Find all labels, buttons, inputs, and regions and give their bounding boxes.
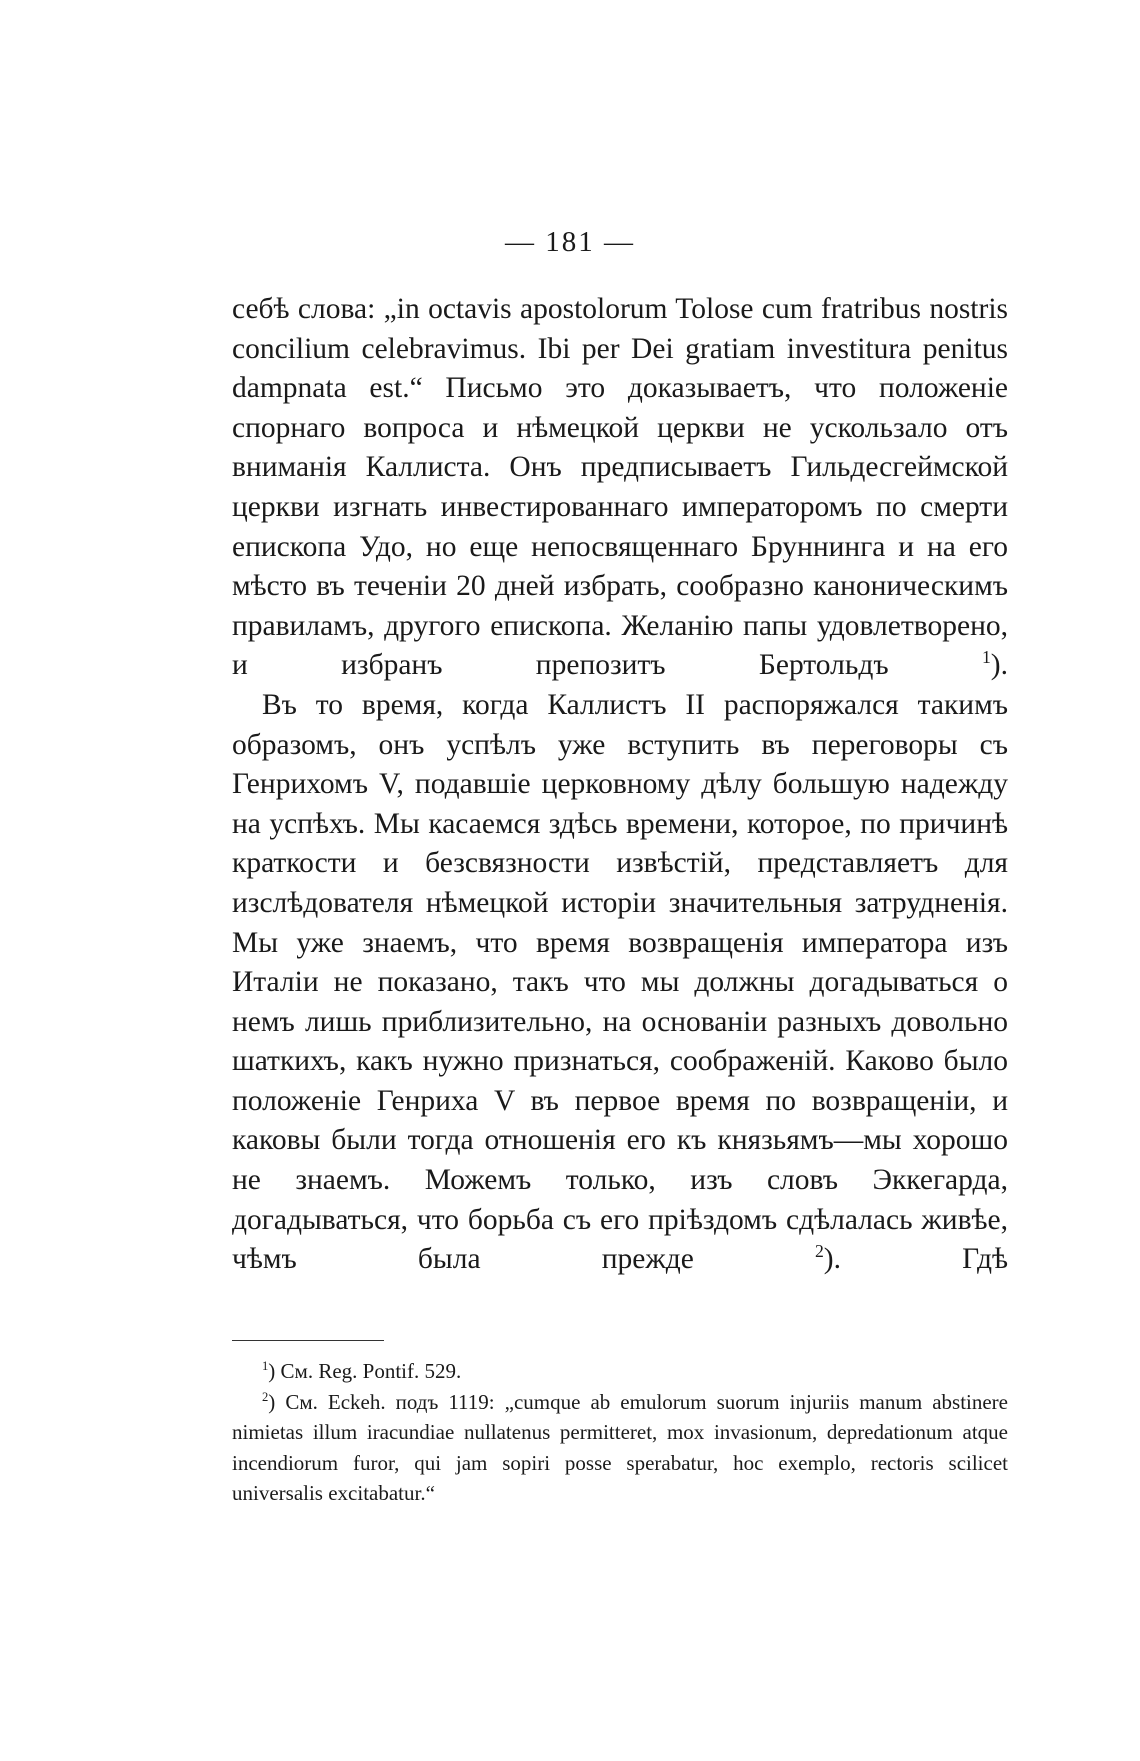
footnote-2-mark: 2 bbox=[262, 1389, 269, 1404]
footnote-ref-2: 2 bbox=[814, 1241, 824, 1262]
paragraph-1-end: ). bbox=[990, 649, 1008, 682]
footnotes bbox=[232, 1356, 1008, 1509]
main-text bbox=[232, 290, 1008, 1280]
footnote-1-mark: 1 bbox=[262, 1359, 269, 1373]
paragraph-2 bbox=[232, 686, 1008, 1280]
paragraph-1-text: себѣ слова: „in octavis apostolorum Tolose cum fratribus nostris concilium celebravimus. Ibi per Dei gratiam investitura penitus dampnata est.“ Письмо это доказываетъ, что положеніе спорнаго вопроса и нѣмецкой церкви не ускользало отъ вниманія Каллиста. Онъ предписываетъ Гильдесгеймской церкви изгнать инвестированнаго императоромъ по смерти епископа Удо, но еще непосвященнаго Бруннинга и на его мѣсто въ теченіи 20 дней избрать, сообразно каноническимъ правиламъ, другого епископа. Желанію папы удовлетворено, и избранъ препозитъ Бертольдъ bbox=[232, 293, 1008, 682]
footnote-1 bbox=[232, 1356, 1008, 1387]
paragraph-2-text: Въ то время, когда Каллистъ II распоряжался такимъ образомъ, онъ успѣлъ уже вступить въ переговоры съ Генрихомъ V, подавшіе церковному дѣлу большую надежду на успѣхъ. Мы касаемся здѣсь времени, которое, по причинѣ краткости и безсвязности извѣстій, представляетъ для изслѣдователя нѣмецкой исторіи значительныя затрудненія. Мы уже знаемъ, что время возвращенія императора изъ Италіи не показано, такъ что мы должны догадываться о немъ лишь приблизительно, на основаніи разныхъ довольно шаткихъ, какъ нужно признаться, соображеній. Каково было положеніе Генриха V въ первое время по возвращеніи, и каковы были тогда отношенія его къ князьямъ—мы хорошо не знаемъ. Можемъ только, изъ словъ Эккегарда, догадываться, что борьба съ его пріѣздомъ сдѣлалась живѣе, чѣмъ была прежде bbox=[232, 688, 1008, 1276]
paragraph-1 bbox=[232, 290, 1008, 686]
footnote-divider bbox=[232, 1340, 384, 1341]
paragraph-2-end: ). Гдѣ bbox=[823, 1243, 1008, 1276]
page-number: — 181 — bbox=[505, 226, 635, 258]
footnote-ref-1: 1 bbox=[981, 647, 991, 668]
footnote-2 bbox=[232, 1387, 1008, 1509]
footnote-1-text: ) См. Reg. Pontif. 529. bbox=[268, 1359, 462, 1383]
footnote-2-text: ) См. Eckeh. подъ 1119: „cumque ab emulorum suorum injuriis manum abstinere nimietas illum iracundiae nullatenus permitteret, mox invasionum, depredationum atque incendiorum furor, qui jam sopiri posse sperabatur, hoc exemplo, rectoris scilicet universalis excitabatur.“ bbox=[232, 1389, 1008, 1505]
